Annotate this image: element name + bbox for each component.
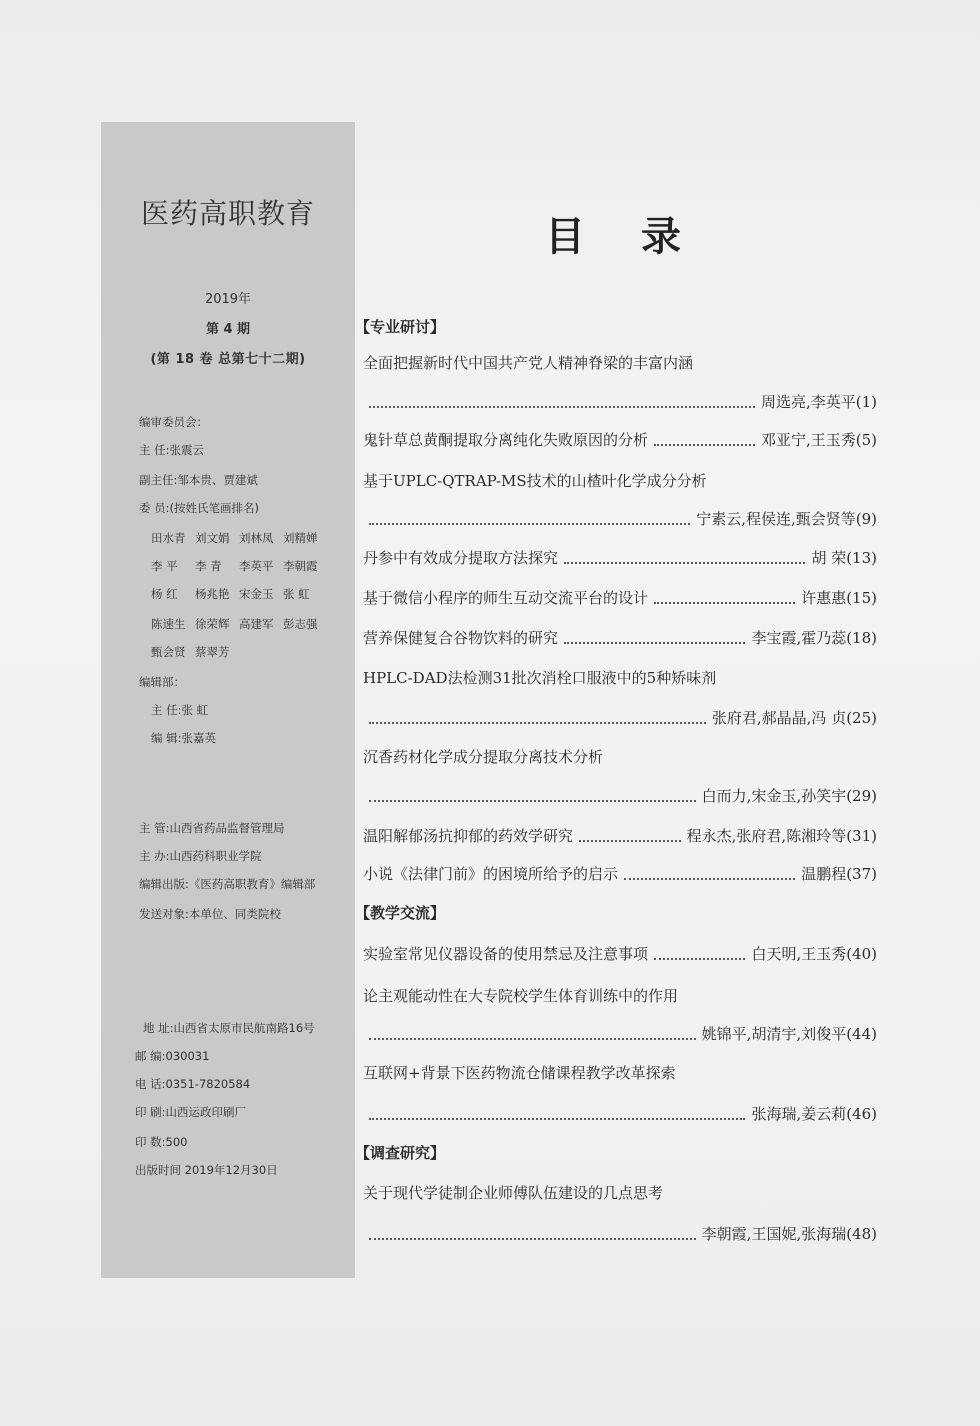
toc-entry[interactable] [363, 428, 877, 450]
issue-number: 第 4 期 [205, 322, 251, 337]
article-authors: 宁素云,程侯连,甄会贤等(9) [696, 510, 877, 528]
dot-leader [564, 641, 745, 644]
dot-leader [369, 799, 696, 802]
article-title: 丹参中有效成分提取方法探究 [363, 549, 559, 567]
section-heading: 【教学交流】 [355, 904, 446, 922]
article-authors: 邓亚宁,王玉秀(5) [760, 431, 877, 449]
member-name: 刘林凤 [239, 531, 274, 545]
toc-entry[interactable] [363, 784, 877, 806]
toc-entry[interactable] [363, 546, 877, 568]
article-authors: 白天明,王玉秀(40) [751, 945, 877, 963]
member-name: 陈速生 [151, 617, 186, 631]
article-authors: 许惠惠(15) [801, 589, 877, 607]
article-title: 鬼针草总黄酮提取分离纯化失败原因的分析 [363, 431, 649, 449]
journal-title: 医药高职教育 [140, 197, 315, 230]
article-authors: 胡 荣(13) [811, 549, 877, 567]
article-title: 基于UPLC-QTRAP-MS技术的山楂叶化学成分分析 [363, 472, 707, 490]
dot-leader [654, 601, 795, 604]
member-name: 彭志强 [283, 617, 318, 631]
member-name: 李朝霞 [283, 559, 318, 573]
member-name: 徐荣辉 [195, 617, 230, 631]
article-authors: 程永杰,张府君,陈湘玲等(31) [686, 827, 877, 845]
article-authors: 李宝霞,霍乃蕊(18) [751, 629, 877, 647]
toc-entry[interactable] [363, 942, 877, 964]
editorial-editor: 编 辑:张嘉英 [151, 731, 217, 745]
sponsor-line: 主 办:山西药科职业学院 [139, 849, 262, 863]
committee-vice-chief: 副主任:邹本贵、贾建斌 [139, 473, 258, 487]
member-row [151, 558, 327, 574]
masthead-sidebar [101, 122, 355, 1278]
member-row [151, 530, 327, 546]
dot-leader [369, 522, 690, 525]
toc-entry[interactable] [363, 390, 877, 412]
article-authors: 周选亮,李英平(1) [760, 393, 877, 411]
toc-entry[interactable] [363, 862, 877, 884]
committee-chief: 主 任:张震云 [139, 443, 205, 457]
committee-label: 编审委员会： [139, 415, 208, 429]
dot-leader [564, 561, 805, 564]
section-heading: 【专业研讨】 [355, 318, 446, 336]
member-name: 杨兆艳 [195, 587, 230, 601]
dot-leader [369, 1117, 745, 1120]
toc-entry[interactable] [363, 586, 877, 608]
dot-leader [654, 443, 755, 446]
article-title: 沉香药材化学成分提取分离技术分析 [363, 748, 604, 766]
address-line: 地 址:山西省太原市民航南路16号 [143, 1021, 315, 1035]
article-title: HPLC-DAD法检测31批次消栓口服液中的5种矫味剂 [363, 669, 717, 687]
toc-entry[interactable] [363, 1022, 877, 1044]
article-authors: 白而力,宋金玉,孙笑宇(29) [701, 787, 877, 805]
article-authors: 张府君,郝晶晶,冯 贞(25) [711, 709, 877, 727]
dot-leader [369, 1237, 696, 1240]
volume-info: (第 18 卷 总第七十二期) [150, 352, 306, 367]
member-name: 刘精婵 [283, 531, 318, 545]
member-name: 宋金玉 [239, 587, 274, 601]
member-name: 张 虹 [283, 587, 310, 601]
dot-leader [579, 839, 681, 842]
member-name: 田水青 [151, 531, 186, 545]
toc-entry[interactable] [363, 706, 877, 728]
member-name: 李英平 [239, 559, 274, 573]
dot-leader [654, 957, 745, 960]
table-of-contents [355, 0, 980, 1426]
publish-date-line: 出版时间 2019年12月30日 [135, 1163, 278, 1177]
member-row [151, 616, 327, 632]
editorial-label: 编辑部： [139, 675, 185, 689]
member-name: 高建军 [239, 617, 274, 631]
article-title: 论主观能动性在大专院校学生体育训练中的作用 [363, 987, 679, 1005]
toc-entry[interactable] [363, 1222, 877, 1244]
member-name: 甄会贤 [151, 645, 186, 659]
issue-year: 2019年 [204, 292, 252, 307]
member-name: 蔡翠芳 [195, 645, 230, 659]
article-authors: 温鹏程(37) [801, 865, 877, 883]
distribution-line: 发送对象:本单位、同类院校 [139, 907, 281, 921]
member-name: 李 青 [195, 559, 222, 573]
section-heading: 【调查研究】 [355, 1144, 446, 1162]
member-name: 刘文娟 [195, 531, 230, 545]
article-title: 互联网+背景下医药物流仓储课程教学改革探索 [363, 1064, 676, 1082]
member-name: 杨 红 [151, 587, 178, 601]
print-count-line: 印 数:500 [135, 1135, 188, 1149]
toc-heading: 目录 [545, 213, 737, 260]
dot-leader [369, 405, 755, 408]
member-name: 李 平 [151, 559, 178, 573]
phone-line: 电 话:0351-7820584 [135, 1077, 251, 1091]
article-authors: 李朝霞,王国妮,张海瑞(48) [701, 1225, 877, 1243]
publisher-line: 编辑出版:《医药高职教育》编辑部 [139, 877, 316, 891]
article-title: 基于微信小程序的师生互动交流平台的设计 [363, 589, 649, 607]
article-title: 关于现代学徒制企业师傅队伍建设的几点思考 [363, 1184, 664, 1202]
article-authors: 姚锦平,胡清宇,刘俊平(44) [701, 1025, 877, 1043]
article-authors: 张海瑞,姜云莉(46) [751, 1105, 877, 1123]
committee-members-label: 委 员:(按姓氏笔画排名) [139, 501, 260, 515]
article-title: 全面把握新时代中国共产党人精神脊梁的丰富内涵 [363, 354, 694, 372]
dot-leader [369, 1037, 696, 1040]
printer-line: 印 刷:山西运政印刷厂 [135, 1105, 247, 1119]
toc-entry[interactable] [363, 824, 877, 846]
member-row [151, 586, 327, 602]
article-title: 营养保健复合谷物饮料的研究 [363, 629, 559, 647]
toc-entry[interactable] [363, 626, 877, 648]
postcode-line: 邮 编:030031 [135, 1049, 210, 1063]
member-row [151, 644, 239, 660]
supervisor-line: 主 管:山西省药品监督管理局 [139, 821, 285, 835]
toc-entry[interactable] [363, 507, 877, 529]
editorial-chief: 主 任:张 虹 [151, 703, 209, 717]
article-title: 温阳解郁汤抗抑郁的药效学研究 [363, 827, 574, 845]
dot-leader [624, 877, 795, 880]
article-title: 小说《法律门前》的困境所给予的启示 [363, 865, 619, 883]
article-title: 实验室常见仪器设备的使用禁忌及注意事项 [363, 945, 649, 963]
toc-entry[interactable] [363, 1102, 877, 1124]
dot-leader [369, 721, 706, 724]
